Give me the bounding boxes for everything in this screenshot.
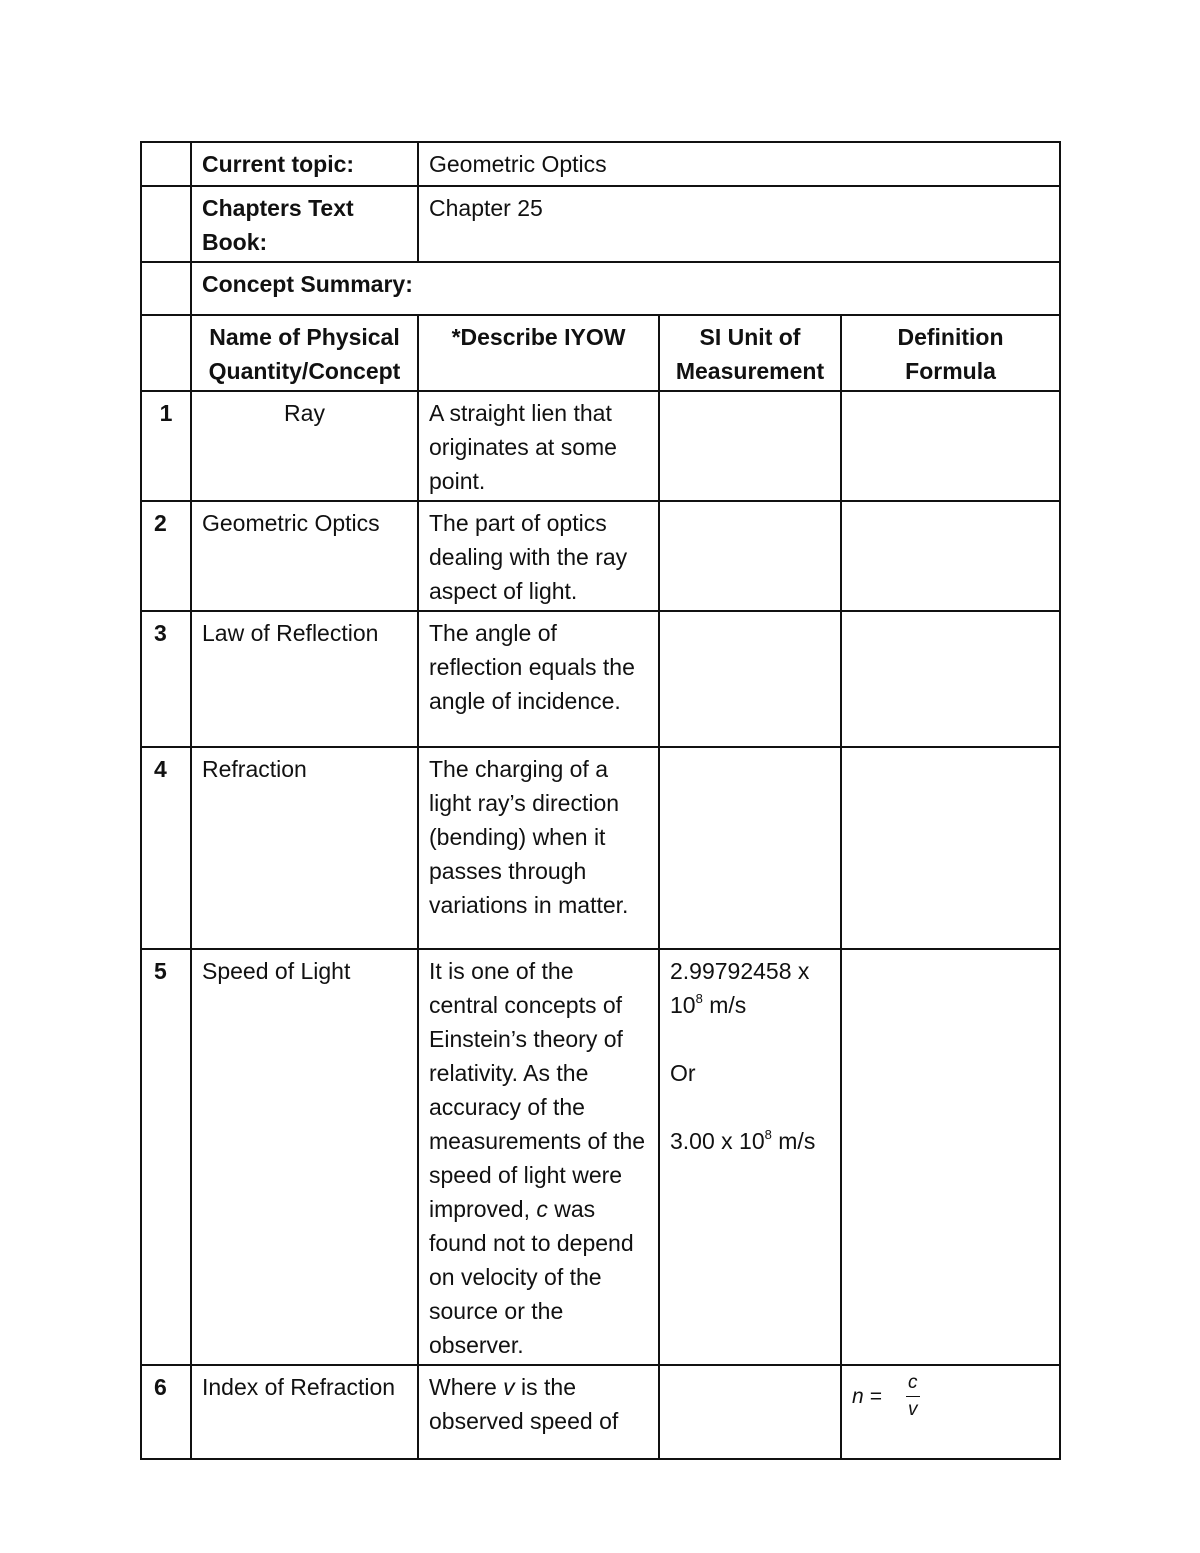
topic-row: [141, 142, 1060, 186]
description-text-after: was found not to depend on velocity of the source or the observer.: [429, 1196, 634, 1358]
si-unit-cell: [659, 1365, 841, 1459]
column-header-name: Name of Physical Quantity/Concept: [191, 315, 418, 391]
column-header-row: [141, 315, 1060, 391]
concept-name: Index of Refraction: [191, 1365, 418, 1459]
topic-value: Geometric Optics: [418, 142, 1060, 186]
speed-value-precise: 2.99792458 x $10^8$ m/s: [670, 958, 810, 1018]
formula-cell: [841, 747, 1060, 949]
concept-description: [418, 1365, 659, 1459]
description-text-before: It is one of the central concepts of Einstein’s theory of relativity. As the accuracy of the measurements of the speed of light were improved,: [429, 958, 646, 1222]
formula-numerator: c: [908, 1372, 918, 1393]
chapters-row: [141, 186, 1060, 262]
concept-name: Law of Reflection: [191, 611, 418, 747]
concept-name: Refraction: [191, 747, 418, 949]
table-row: [141, 611, 1060, 747]
chapters-value: Chapter 25: [418, 186, 1060, 262]
column-header-formula: Definition Formula: [841, 315, 1060, 391]
chapters-label: Chapters Text Book:: [191, 186, 418, 262]
topic-num-cell: [141, 142, 191, 186]
si-unit-cell: [659, 949, 841, 1365]
formula-fraction: [906, 1372, 920, 1421]
formula-cell: [841, 611, 1060, 747]
concept-description: [418, 949, 659, 1365]
row-number: 5: [141, 949, 191, 1365]
column-header-num-cell: [141, 315, 191, 391]
si-unit-cell: [659, 747, 841, 949]
table-row: [141, 747, 1060, 949]
formula-cell: [841, 391, 1060, 501]
row-number: 2: [141, 501, 191, 611]
concept-description: A straight lien that originates at some point.: [418, 391, 659, 501]
formula-lhs: n =: [852, 1384, 882, 1408]
concept-worksheet-table: [140, 141, 1061, 1460]
column-header-describe: *Describe IYOW: [418, 315, 659, 391]
table-row: [141, 501, 1060, 611]
formula-denominator: v: [908, 1399, 918, 1420]
speed-value-rounded: 3.00 x $10^8$ m/s: [670, 1127, 816, 1154]
summary-row: [141, 262, 1060, 315]
concept-description: The angle of reflection equals the angle of incidence.: [418, 611, 659, 747]
description-text-before: Where: [429, 1374, 497, 1400]
concept-name: Geometric Optics: [191, 501, 418, 611]
table-row: [141, 1365, 1060, 1459]
row-number: 1: [141, 391, 191, 501]
speed-of-light-symbol: c: [536, 1196, 548, 1222]
formula-cell: [841, 501, 1060, 611]
formula-cell: [841, 1365, 1060, 1459]
fraction-bar: [906, 1396, 920, 1397]
table-row: [141, 391, 1060, 501]
row-number: 4: [141, 747, 191, 949]
or-text: Or: [670, 1060, 696, 1086]
concept-description: The part of optics dealing with the ray aspect of light.: [418, 501, 659, 611]
summary-num-cell: [141, 262, 191, 315]
si-unit-cell: [659, 501, 841, 611]
si-unit-cell: [659, 391, 841, 501]
row-number: 6: [141, 1365, 191, 1459]
chapters-num-cell: [141, 186, 191, 262]
velocity-symbol: v: [503, 1374, 515, 1400]
index-of-refraction-formula: [852, 1372, 1049, 1421]
description-text-after: is the observed speed of: [429, 1374, 619, 1434]
formula-cell: [841, 949, 1060, 1365]
summary-label: Concept Summary:: [191, 262, 1060, 315]
concept-name: Speed of Light: [191, 949, 418, 1365]
concept-description: The charging of a light ray’s direction (bending) when it passes through variations in matter.: [418, 747, 659, 949]
concept-name: Ray: [191, 391, 418, 501]
si-unit-cell: [659, 611, 841, 747]
column-header-si-unit: SI Unit of Measurement: [659, 315, 841, 391]
topic-label: Current topic:: [191, 142, 418, 186]
table-row: [141, 949, 1060, 1365]
row-number: 3: [141, 611, 191, 747]
